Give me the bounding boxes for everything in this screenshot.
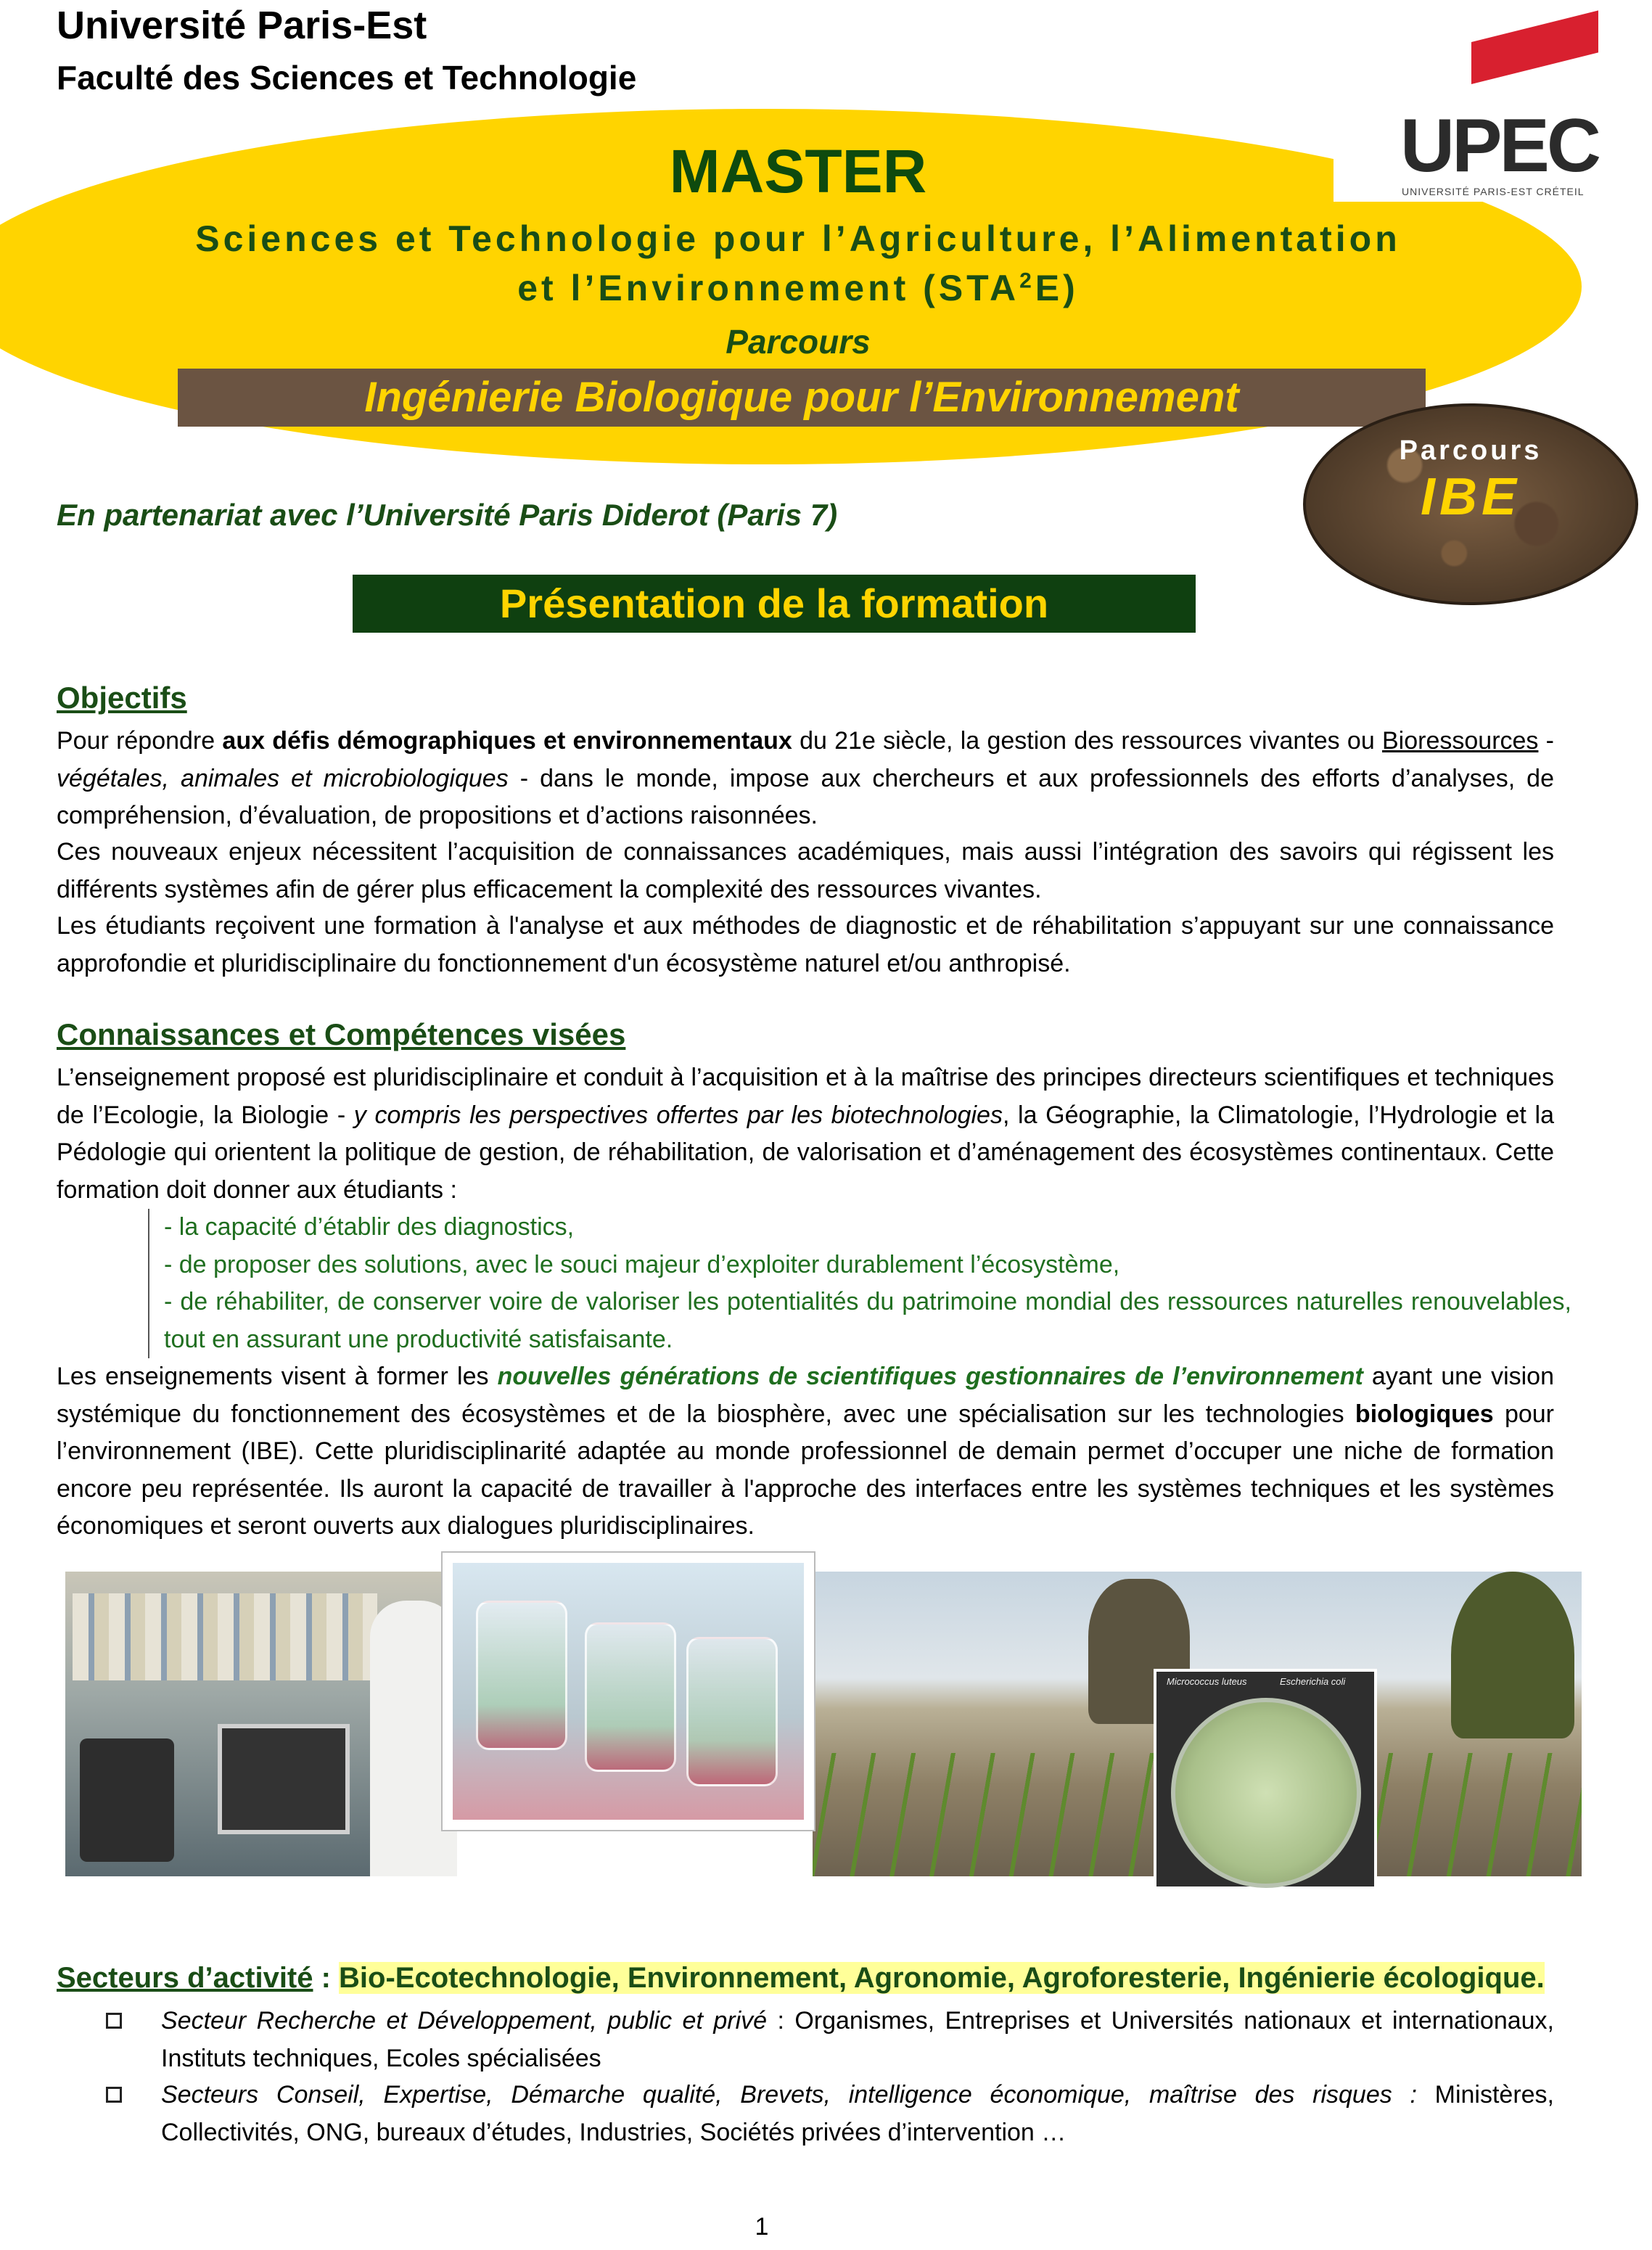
secteurs-value: Bio-Ecotechnologie, Environnement, Agronomie, Agroforesterie, Ingénierie écologique. bbox=[339, 1962, 1545, 1994]
objectifs-paragraph-3: Les étudiants reçoivent une formation à l'analyse et aux méthodes de diagnostic et de réhabilitation s’appuyant sur une connaissance approfondie et pluridisciplinaire du fonctionnement d'un écosystème naturel et/ou anthropisé. bbox=[57, 912, 1554, 977]
text-run-italic: végétales, animales et microbiologiques bbox=[57, 764, 509, 792]
faculty-name: Faculté des Sciences et Technologie bbox=[57, 59, 637, 97]
logo-text: UPEC bbox=[1400, 104, 1598, 188]
secteur-item-2 bbox=[161, 2077, 1554, 2151]
checkbox-bullet-icon bbox=[106, 2013, 122, 2029]
text-run: : Organismes, Entreprises et Universités nationaux et internationaux, Instituts techniques, Ecoles spécialisées bbox=[161, 2007, 1554, 2072]
program-title-line2 bbox=[0, 267, 1596, 309]
university-name: Université Paris-Est bbox=[57, 4, 427, 47]
text-run: Les enseignements visent à former les bbox=[57, 1363, 498, 1390]
parcours-banner bbox=[178, 369, 1426, 427]
lab-monitor bbox=[218, 1724, 350, 1834]
petri-dish-photo bbox=[1154, 1669, 1377, 1889]
lab-photo bbox=[65, 1572, 457, 1876]
text-run: , la Géographie, la Climatologie, l’Hydrologie et la Pédologie qui orientent la politique de gestion, de réhabilitation, de valorisation et d’aménagement des écosystèmes continentaux. Cette formation doit donner aux étudiants : bbox=[57, 1101, 1554, 1204]
logo-subtitle: UNIVERSITÉ PARIS-EST CRÉTEIL bbox=[1402, 186, 1585, 197]
title-superscript: 2 bbox=[1019, 268, 1035, 293]
logo-red-bar bbox=[1471, 10, 1598, 84]
objectifs-paragraph-2: Ces nouveaux enjeux nécessitent l’acquisition de connaissances académiques, mais aussi l’intégration des savoirs qui régissent les différents systèmes afin de gérer plus efficacement la complexité des ressources vivantes. bbox=[57, 838, 1554, 903]
culture-jar bbox=[585, 1622, 676, 1772]
text-run-bold: biologiques bbox=[1355, 1400, 1494, 1428]
text-run-italic: Secteur Recherche et Développement, public et privé bbox=[161, 2007, 768, 2035]
connaissances-paragraph-2 bbox=[57, 1358, 1554, 1545]
presentation-banner bbox=[353, 575, 1196, 633]
text-run-highlight: nouvelles générations de scientifiques gestionnaires de l’environnement bbox=[497, 1363, 1363, 1390]
text-run-italic: Secteurs Conseil, Expertise, Démarche qualité, Brevets, intelligence économique, maîtrise des risques : bbox=[161, 2081, 1417, 2109]
title-line2-prefix: et l’Environnement (STA bbox=[517, 268, 1020, 308]
secteur-item-1 bbox=[161, 2003, 1554, 2077]
text-run-italic: y compris les perspectives offertes par les biotechnologies bbox=[353, 1101, 1003, 1129]
culture-jar bbox=[686, 1637, 778, 1786]
list-item: - de proposer des solutions, avec le souci majeur d’exploiter durablement l’écosystème, bbox=[164, 1250, 1120, 1278]
text-run: ayant une vision systémique du fonctionnement des écosystèmes et de la biosphère, avec une spécialisation sur les technologies bbox=[57, 1363, 1554, 1428]
degree-title: MASTER bbox=[669, 137, 927, 205]
petri-dish bbox=[1171, 1698, 1361, 1888]
field-tree bbox=[1451, 1572, 1574, 1738]
presentation-banner-text: Présentation de la formation bbox=[499, 580, 1049, 626]
page-number: 1 bbox=[755, 2213, 769, 2241]
secteurs-heading: Secteurs d’activité bbox=[57, 1962, 313, 1994]
parcours-name: Ingénierie Biologique pour l’Environnement bbox=[364, 374, 1239, 421]
parcours-label: Parcours bbox=[726, 323, 871, 361]
text-run: - dans le monde, impose aux chercheurs et aux professionnels des efforts d’analyses, de compréhension, d’évaluation, de propositions et d’actions raisonnées. bbox=[57, 764, 1555, 829]
lab-shelves bbox=[73, 1593, 377, 1680]
text-run: du 21e siècle, la gestion des ressources vivantes ou bbox=[792, 727, 1382, 755]
secteurs-colon: : bbox=[313, 1962, 340, 1994]
competences-list bbox=[148, 1209, 1571, 1358]
text-run: pour l’environnement (IBE). Cette pluridisciplinarité adaptée au monde professionnel de demain permet d’occuper une niche de formation encore peu représentée. Ils auront la capacité de travailler à l'approche des interfaces entre les systèmes techniques et les systèmes économiques et seront ouverts aux dialogues pluridisciplinaires. bbox=[57, 1400, 1555, 1540]
text-run-bold: aux défis démographiques et environnementaux bbox=[222, 727, 792, 755]
text-run-underline: Bioressources bbox=[1382, 727, 1539, 755]
list-item: - de réhabiliter, de conserver voire de valoriser les potentialités du patrimoine mondial des ressources naturelles renouvelables, tout en assurant une productivité satisfaisante. bbox=[164, 1288, 1571, 1353]
text-run: Ministères, Collectivités, ONG, bureaux d’études, Industries, Sociétés privées d’intervention … bbox=[161, 2081, 1555, 2146]
petri-label-right: Escherichia coli bbox=[1280, 1676, 1346, 1687]
badge-label: Parcours bbox=[1399, 435, 1542, 466]
photo-collage bbox=[65, 1572, 1582, 1876]
ibe-badge bbox=[1303, 403, 1638, 605]
plant-culture-photo bbox=[443, 1553, 814, 1830]
partnership-text: En partenariat avec l’Université Paris Diderot (Paris 7) bbox=[57, 498, 838, 532]
secteurs-line bbox=[57, 1962, 1545, 1995]
objectifs-paragraph-1 bbox=[57, 723, 1554, 835]
text-run: - bbox=[1538, 727, 1554, 755]
petri-label-left: Micrococcus luteus bbox=[1167, 1676, 1247, 1687]
program-title-line1: Sciences et Technologie pour l’Agriculture, l’Alimentation bbox=[195, 218, 1401, 259]
checkbox-bullet-icon bbox=[106, 2087, 122, 2103]
badge-acronym: IBE bbox=[1420, 468, 1521, 526]
title-line2-suffix: E) bbox=[1035, 268, 1079, 308]
connaissances-paragraph-1 bbox=[57, 1059, 1554, 1209]
list-item: - la capacité d’établir des diagnostics, bbox=[164, 1213, 575, 1241]
culture-jar bbox=[476, 1601, 567, 1750]
text-run: L’enseignement proposé est pluridisciplinaire et conduit à l’acquisition et à la maîtrise des principes directeurs scientifiques et techniques de l’Ecologie, la Biologie - bbox=[57, 1064, 1554, 1129]
lab-machine bbox=[80, 1738, 174, 1862]
text-run: Pour répondre bbox=[57, 727, 223, 755]
objectifs-heading: Objectifs bbox=[57, 681, 187, 715]
connaissances-heading: Connaissances et Compétences visées bbox=[57, 1017, 626, 1051]
